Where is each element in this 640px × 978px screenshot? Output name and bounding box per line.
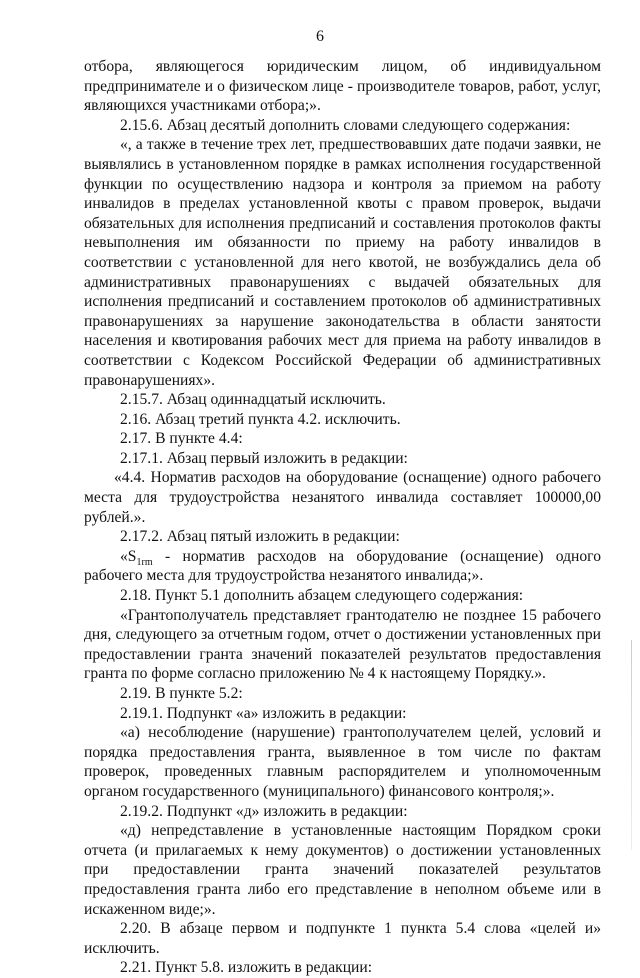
paragraph: «д) непредставление в установленные настоящим Порядком сроки отчета (и прилагаемых к нему документов) о достижении установленных при предоставлении гранта значений показателей результатов предоставления гранта либо его представление в неполном объеме или в искаженном виде;». (84, 822, 601, 918)
paragraph: 2.19.2. Подпункт «д» изложить в редакции: (120, 802, 408, 820)
paragraph: 2.18. Пункт 5.1 дополнить абзацем следующего содержания: (120, 587, 524, 605)
scan-edge-mark (631, 640, 632, 850)
paragraph: 2.19.1. Подпункт «а» изложить в редакции: (120, 704, 407, 722)
paragraph: 2.15.7. Абзац одиннадцатый исключить. (120, 391, 386, 409)
paragraph: «4.4. Норматив расходов на оборудование (оснащение) одного рабочего места для трудоустройства незанятого инвалида составляет 100000,00 рублей.». (84, 469, 601, 526)
paragraph: 2.15.6. Абзац десятый дополнить словами следующего содержания: (120, 116, 571, 134)
paragraph: 2.17.2. Абзац пятый изложить в редакции: (120, 528, 400, 546)
formula-subscript: 1rm (136, 556, 153, 568)
paragraph: 2.17. В пункте 4.4: (120, 430, 243, 448)
paragraph: отбора, являющегося юридическим лицом, об индивидуальном предпринимателе и о физическом лице - производителе товаров, работ, услуг, являющихся участниками отбора;». (84, 58, 601, 115)
paragraph: «Грантополучатель представляет грантодателю не позднее 15 рабочего дня, следующего за отчетным годом, отчет о достижении установленных при предоставлении гранта значений показателей результатов предоставления гранта по форме согласно приложению № 4 к настоящему Порядку.». (84, 606, 601, 683)
paragraph: 2.16. Абзац третий пункта 4.2. исключить. (120, 410, 401, 428)
document-body (84, 57, 601, 978)
paragraph: «а) несоблюдение (нарушение) грантополучателем целей, условий и порядка предоставления гранта, выявленное в том числе по фактам проверок, проведенных главным распорядителем и уполномоченным органом государственного (муниципального) финансового контроля;». (84, 724, 601, 800)
paragraph: 2.20. В абзаце первом и подпункте 1 пункта 5.4 слова «целей и» исключить. (84, 920, 601, 957)
paragraph: «, а также в течение трех лет, предшествовавших дате подачи заявки, не выявлялись в установленном порядке в рамках исполнения государственной функции по осуществлению надзора и контроля за приемом на работу инвалидов в пределах установленной квоты с правом проверок, выдачи обязательных для исполнения предписаний и составления протоколов факты невыполнения им обязанности по приему на работу инвалидов в соответствии с установленной для него квотой, не возбуждались дела об административных правонарушениях с выдачей обязательных для исполнения предписаний и составлением протоколов об административных правонарушениях за нарушение законодательства в области занятости населения и квотирования рабочих мест для приема на работу инвалидов в соответствии с Кодексом Российской Федерации об административных правонарушениях». (84, 136, 601, 389)
paragraph: 2.19. В пункте 5.2: (120, 685, 243, 702)
paragraph: 2.17.1. Абзац первый изложить в редакции: (120, 449, 408, 467)
paragraph: 2.21. Пункт 5.8. изложить в редакции: (120, 959, 373, 977)
paragraph-continuation: - норматив расходов на оборудование (оснащение) одного рабочего места для трудоустройства незанятого инвалида;». (84, 547, 601, 585)
page-number: 6 (316, 28, 324, 45)
paragraph (84, 547, 601, 586)
formula-symbol: «S (120, 547, 137, 565)
